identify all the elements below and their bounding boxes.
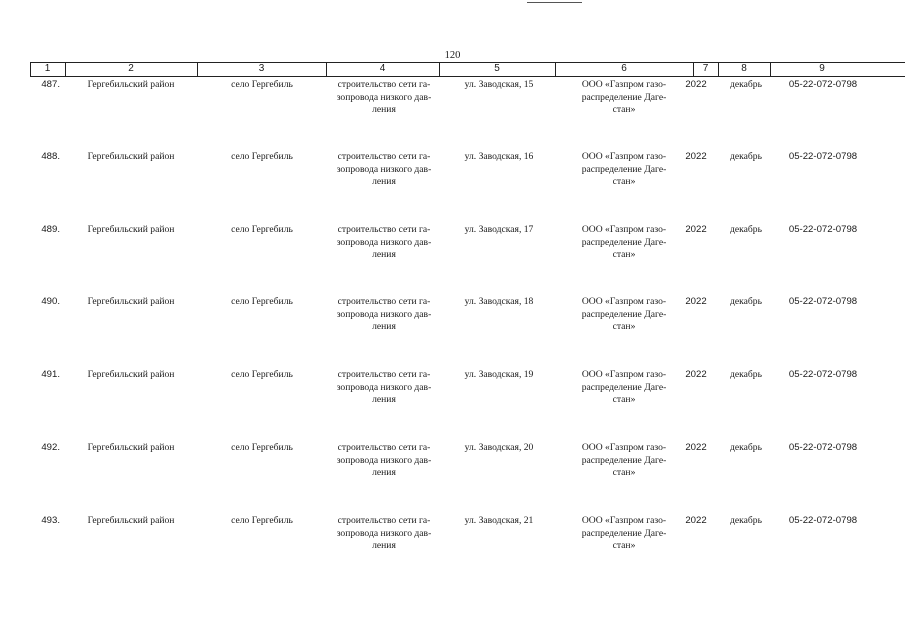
column-header-7: 7 xyxy=(702,63,709,74)
page-number: 120 xyxy=(444,50,461,61)
row-number: 489. xyxy=(41,224,60,235)
address-cell: ул. Заводская, 21 xyxy=(464,515,534,526)
address-cell: ул. Заводская, 19 xyxy=(464,369,534,380)
table-row xyxy=(30,369,905,429)
organization-cell: ООО «Газпром газо- распределение Даге- стан» xyxy=(581,151,667,187)
locality-cell: село Гергебиль xyxy=(231,151,293,162)
year-cell: 2022 xyxy=(685,224,707,235)
locality-cell: село Гергебиль xyxy=(231,296,293,307)
district-cell: Гергебильский район xyxy=(87,79,175,90)
row-number: 493. xyxy=(41,515,60,526)
code-cell: 05-22-072-0798 xyxy=(788,151,858,162)
row-number: 491. xyxy=(41,369,60,380)
code-cell: 05-22-072-0798 xyxy=(788,442,858,453)
code-cell: 05-22-072-0798 xyxy=(788,224,858,235)
row-number: 487. xyxy=(41,79,60,90)
month-cell: декабрь xyxy=(730,224,762,235)
code-cell: 05-22-072-0798 xyxy=(788,369,858,380)
work-cell: строительство сети га- зопровода низкого дав- ления xyxy=(336,296,432,332)
month-cell: декабрь xyxy=(730,369,762,380)
table-row xyxy=(30,224,905,284)
work-cell: строительство сети га- зопровода низкого дав- ления xyxy=(336,79,432,115)
locality-cell: село Гергебиль xyxy=(231,369,293,380)
column-header-6: 6 xyxy=(621,63,627,74)
column-header-2: 2 xyxy=(128,63,134,74)
column-header-4: 4 xyxy=(379,63,386,74)
year-cell: 2022 xyxy=(685,442,707,453)
row-number: 492. xyxy=(41,442,60,453)
month-cell: декабрь xyxy=(730,151,762,162)
month-cell: декабрь xyxy=(730,515,762,526)
year-cell: 2022 xyxy=(685,369,707,380)
year-cell: 2022 xyxy=(685,151,707,162)
year-cell: 2022 xyxy=(685,296,707,307)
table-row xyxy=(30,442,905,502)
organization-cell: ООО «Газпром газо- распределение Даге- стан» xyxy=(581,224,667,260)
work-cell: строительство сети га- зопровода низкого дав- ления xyxy=(336,151,432,187)
district-cell: Гергебильский район xyxy=(87,369,175,380)
month-cell: декабрь xyxy=(730,442,762,453)
locality-cell: село Гергебиль xyxy=(231,224,293,235)
year-cell: 2022 xyxy=(685,79,707,90)
code-cell: 05-22-072-0798 xyxy=(788,515,858,526)
work-cell: строительство сети га- зопровода низкого дав- ления xyxy=(336,369,432,405)
work-cell: строительство сети га- зопровода низкого дав- ления xyxy=(336,224,432,260)
district-cell: Гергебильский район xyxy=(87,442,175,453)
column-header-1: 1 xyxy=(44,63,51,74)
code-cell: 05-22-072-0798 xyxy=(788,79,858,90)
table-row xyxy=(30,151,905,211)
district-cell: Гергебильский район xyxy=(87,515,175,526)
month-cell: декабрь xyxy=(730,296,762,307)
address-cell: ул. Заводская, 16 xyxy=(464,151,534,162)
locality-cell: село Гергебиль xyxy=(231,515,293,526)
code-cell: 05-22-072-0798 xyxy=(788,296,858,307)
district-cell: Гергебильский район xyxy=(87,151,175,162)
table-row xyxy=(30,296,905,356)
work-cell: строительство сети га- зопровода низкого дав- ления xyxy=(336,442,432,478)
organization-cell: ООО «Газпром газо- распределение Даге- стан» xyxy=(581,296,667,332)
organization-cell: ООО «Газпром газо- распределение Даге- стан» xyxy=(581,369,667,405)
organization-cell: ООО «Газпром газо- распределение Даге- стан» xyxy=(581,79,667,115)
column-header-8: 8 xyxy=(741,63,747,74)
year-cell: 2022 xyxy=(685,515,707,526)
table-row xyxy=(30,79,905,139)
column-header-9: 9 xyxy=(819,63,825,74)
document-table xyxy=(30,0,905,640)
organization-cell: ООО «Газпром газо- распределение Даге- стан» xyxy=(581,515,667,551)
month-cell: декабрь xyxy=(730,79,762,90)
row-number: 490. xyxy=(41,296,60,307)
address-cell: ул. Заводская, 18 xyxy=(464,296,534,307)
district-cell: Гергебильский район xyxy=(87,296,175,307)
table-row xyxy=(30,515,905,575)
organization-cell: ООО «Газпром газо- распределение Даге- стан» xyxy=(581,442,667,478)
work-cell: строительство сети га- зопровода низкого дав- ления xyxy=(336,515,432,551)
row-number: 488. xyxy=(41,151,60,162)
address-cell: ул. Заводская, 17 xyxy=(464,224,534,235)
address-cell: ул. Заводская, 20 xyxy=(464,442,534,453)
address-cell: ул. Заводская, 15 xyxy=(464,79,534,90)
header-bottom-rule xyxy=(30,76,905,77)
column-header-3: 3 xyxy=(258,63,265,74)
column-header-5: 5 xyxy=(494,63,500,74)
locality-cell: село Гергебиль xyxy=(231,442,293,453)
locality-cell: село Гергебиль xyxy=(231,79,293,90)
district-cell: Гергебильский район xyxy=(87,224,175,235)
